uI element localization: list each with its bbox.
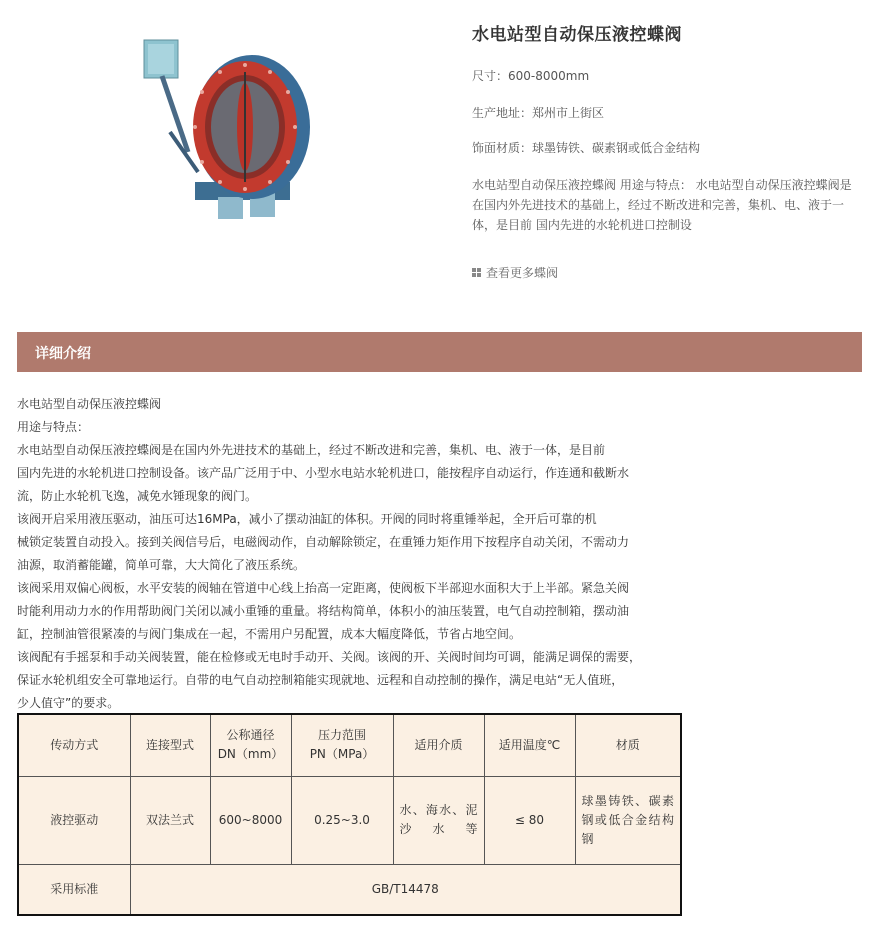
product-image — [140, 32, 320, 222]
table-header-cell: 适用温度℃ — [484, 714, 575, 776]
detail-line: 少人值守”的要求。 — [17, 696, 120, 710]
detail-text — [17, 393, 717, 715]
more-valves-link[interactable] — [472, 264, 558, 281]
table-header-cell: 材质 — [575, 714, 681, 776]
table-header-row — [18, 714, 681, 776]
table-header-cell: 连接型式 — [130, 714, 210, 776]
table-header-cell: 传动方式 — [18, 714, 130, 776]
detail-line: 该阀采用双偏心阀板，水平安装的阀轴在管道中心线上抬高一定距离，使阀板下半部迎水面积大于上半部。紧急关阀 — [17, 581, 630, 595]
detail-line: 保证水轮机组安全可靠地运行。自带的电气自动控制箱能实现就地、远程和自动控制的操作，满足电站“无人值班， — [17, 673, 624, 687]
attr-origin-value: 郑州市上街区 — [532, 106, 605, 120]
detail-line: 时能利用动力水的作用帮助阀门关闭以减小重锤的重量。将结构简单，体积小的油压装置，电气自动控制箱，摆动油 — [17, 604, 630, 618]
detail-line: 国内先进的水轮机进口控制设备。该产品广泛用于中、小型水电站水轮机进口，能按程序自动运行，作连通和截断水 — [17, 466, 630, 480]
product-summary: 水电站型自动保压液控蝶阀 用途与特点： 水电站型自动保压液控蝶阀是在国内外先进技术的基础上，经过不断改进和完善，集机、电、液于一体，是目前 国内先进的水轮机进口控制设 — [472, 178, 852, 232]
section-header — [17, 332, 862, 372]
detail-line: 油源，取消蓄能罐，简单可靠，大大简化了液压系统。 — [17, 558, 306, 572]
attr-size-label: 尺寸： — [472, 69, 509, 83]
attr-material — [472, 139, 700, 156]
attr-material-value: 球墨铸铁、碳素钢或低合金结构 — [532, 141, 701, 155]
grid-icon — [472, 268, 481, 277]
table-cell: 600~8000 — [210, 776, 291, 864]
table-row — [18, 776, 681, 864]
table-cell: 双法兰式 — [130, 776, 210, 864]
table-cell: ≤ 80 — [484, 776, 575, 864]
detail-line: 该阀配有手摇泵和手动关阀装置，能在检修或无电时手动开、关阀。该阀的开、关阀时间均可调，能满足调保的需要， — [17, 650, 642, 664]
standard-label: 采用标准 — [18, 864, 130, 915]
spec-table — [17, 713, 682, 916]
standard-value: GB/T14478 — [130, 864, 681, 915]
detail-line: 用途与特点： — [17, 420, 90, 434]
table-header-cell: 公称通径 DN（mm） — [210, 714, 291, 776]
product-title: 水电站型自动保压液控蝶阀 — [472, 25, 682, 45]
attr-origin-label: 生产地址： — [472, 106, 533, 120]
attr-material-label: 饰面材质： — [472, 141, 533, 155]
attr-size-value: 600-8000mm — [508, 69, 590, 83]
detail-line: 缸，控制油管很紧凑的与阀门集成在一起，不需用户另配置，成本大幅度降低，节省占地空间。 — [17, 627, 522, 641]
table-cell: 液控驱动 — [18, 776, 130, 864]
table-cell: 0.25~3.0 — [291, 776, 393, 864]
detail-line: 流，防止水轮机飞逸，减免水锤现象的阀门。 — [17, 489, 258, 503]
table-header-cell: 压力范围 PN（MPa） — [291, 714, 393, 776]
more-valves-label: 查看更多蝶阀 — [486, 266, 559, 280]
section-title: 详细介绍 — [35, 346, 91, 362]
attr-origin — [472, 104, 604, 121]
table-row-standard — [18, 864, 681, 915]
table-cell: 水、海水、泥沙水等 — [393, 776, 484, 864]
detail-line: 水电站型自动保压液控蝶阀 — [17, 397, 162, 411]
detail-line: 该阀开启采用液压驱动，油压可达16MPa，减小了摆动油缸的体积。开阀的同时将重锤举起，全开后可靠的机 — [17, 512, 597, 526]
detail-line: 水电站型自动保压液控蝶阀是在国内外先进技术的基础上，经过不断改进和完善，集机、电、液于一体，是目前 — [17, 443, 606, 457]
attr-size — [472, 67, 589, 84]
table-cell: 球墨铸铁、碳素钢或低合金结构钢 — [575, 776, 681, 864]
table-header-cell: 适用介质 — [393, 714, 484, 776]
detail-line: 械锁定装置自动投入。接到关阀信号后，电磁阀动作，自动解除锁定，在重锤力矩作用下按程序自动关闭，不需动力 — [17, 535, 630, 549]
